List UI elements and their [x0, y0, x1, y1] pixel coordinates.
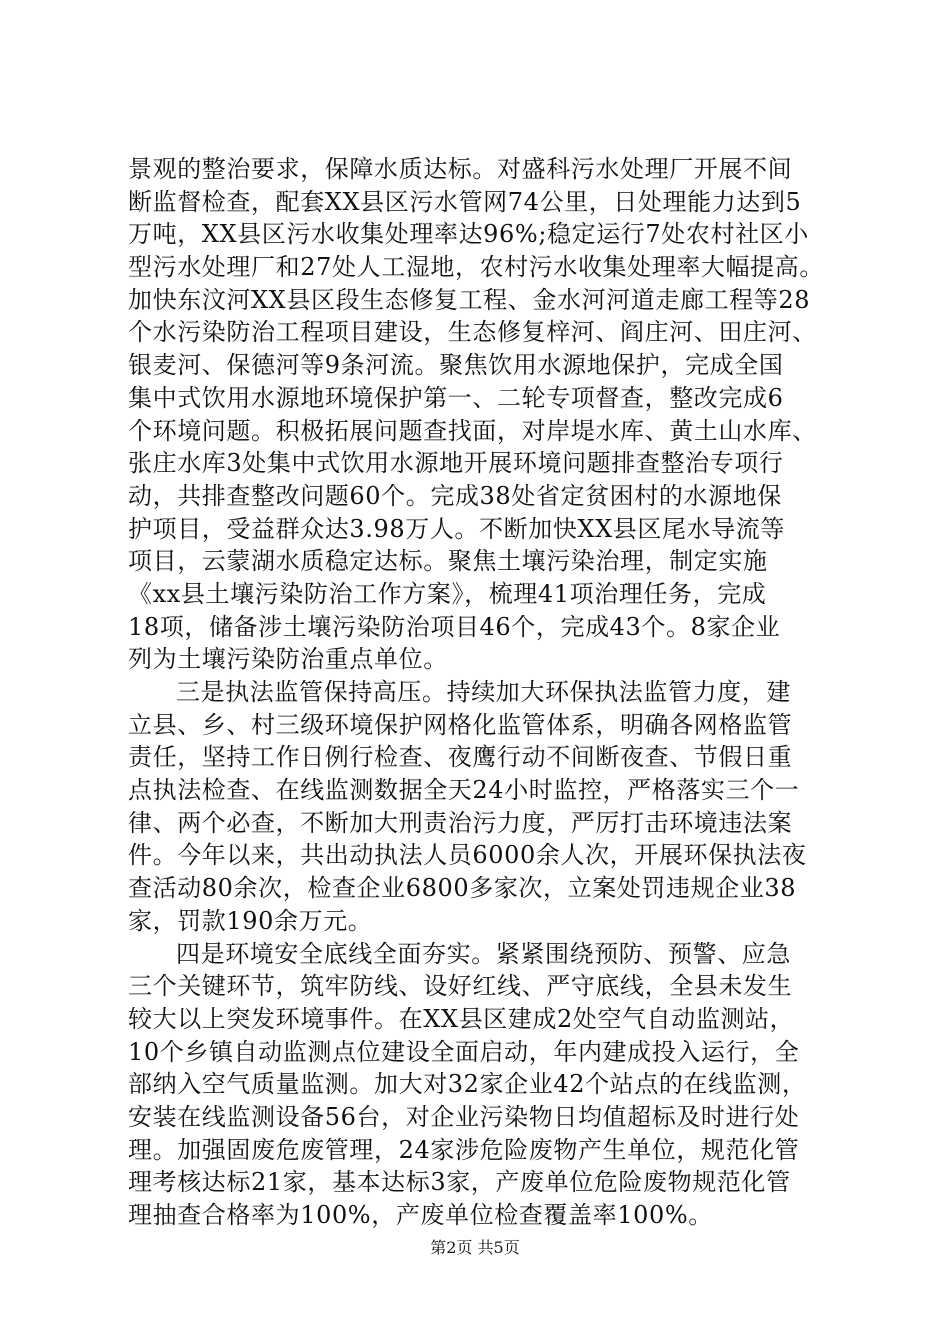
text-line: 理。加强固废危废管理，24家涉危险废物产生单位，规范化管 [128, 1135, 800, 1164]
text-line: 10个乡镇自动监测点位建设全面启动，年内建成投入运行，全 [128, 1037, 800, 1066]
text-line: 张庄水库3处集中式饮用水源地开展环境问题排查整治专项行 [128, 449, 784, 478]
text-line: 集中式饮用水源地环境保护第一、二轮专项督查，整改完成6 [128, 383, 784, 412]
text-line: 理考核达标21家，基本达标3家，产废单位危险废物规范化管 [128, 1168, 791, 1197]
text-line: 项目，云蒙湖水质稳定达标。聚焦土壤污染治理，制定实施 [128, 547, 768, 576]
text-line: 件。今年以来，共出动执法人员6000余人次，开展环保执法夜 [128, 841, 807, 870]
page-number: 第2页 共5页 [430, 1238, 520, 1257]
text-line: 景观的整治要求，保障水质达标。对盛科污水处理厂开展不间 [128, 155, 793, 183]
text-line: 部纳入空气质量监测。加大对32家企业42个站点的在线监测， [128, 1070, 807, 1099]
text-line: 银麦河、保德河等9条河流。聚焦饮用水源地保护，完成全国 [128, 351, 784, 380]
text-line: 《xx县土壤污染防治工作方案》，梳理41项治理任务，完成 [128, 579, 767, 608]
text-line: 18项，储备涉土壤污染防治项目46个，完成43个。8家企业 [128, 612, 781, 641]
text-line: 律、两个必查，不断加大刑责治污力度，严厉打击环境违法案 [128, 808, 793, 837]
text-line: 理抽查合格率为100%，产废单位检查覆盖率100%。 [128, 1201, 713, 1229]
text-line: 查活动80余次，检查企业6800多家次，立案处罚违规企业38 [128, 874, 797, 903]
text-line: 三是执法监管保持高压。持续加大环保执法监管力度，建 [176, 678, 791, 706]
document-body [128, 153, 838, 1232]
text-line: 护项目，受益群众达3.98万人。不断加快XX县区尾水导流等 [128, 514, 786, 543]
text-line: 立县、乡、村三级环境保护网格化监管体系，明确各网格监管 [128, 710, 793, 739]
text-line: 动，共排查整改问题60个。完成38处省定贫困村的水源地保 [128, 481, 782, 510]
text-line: 安装在线监测设备56台，对企业污染物日均值超标及时进行处 [128, 1102, 800, 1131]
text-line: 个环境问题。积极拓展问题查找面，对岸堤水库、黄土山水库、 [128, 416, 817, 445]
text-line: 型污水处理厂和27处人工湿地，农村污水收集处理率大幅提高。 [128, 253, 824, 282]
text-line: 万吨，XX县区污水收集处理率达96%;稳定运行7处农村社区小 [128, 220, 809, 249]
text-line: 加快东汶河XX县区段生态修复工程、金水河河道走廊工程等28 [128, 285, 811, 314]
text-line: 责任，坚持工作日例行检查、夜鹰行动不间断夜查、节假日重 [128, 743, 793, 772]
text-line: 三个关键环节，筑牢防线、设好红线、严守底线，全县未发生 [128, 972, 793, 1001]
text-line: 点执法检查、在线监测数据全天24小时监控，严格落实三个一 [128, 776, 800, 805]
text-line: 断监督检查，配套XX县区污水管网74公里，日处理能力达到5 [128, 187, 802, 216]
text-line: 四是环境安全底线全面夯实。紧紧围绕预防、预警、应急 [176, 939, 791, 968]
text-line: 列为土壤污染防治重点单位。 [128, 645, 448, 674]
text-line: 家，罚款190余万元。 [128, 906, 373, 935]
text-line: 较大以上突发环境事件。在XX县区建成2处空气自动监测站， [128, 1004, 795, 1033]
text-line: 个水污染防治工程项目建设，生态修复梓河、阎庄河、田庄河、 [128, 318, 817, 347]
